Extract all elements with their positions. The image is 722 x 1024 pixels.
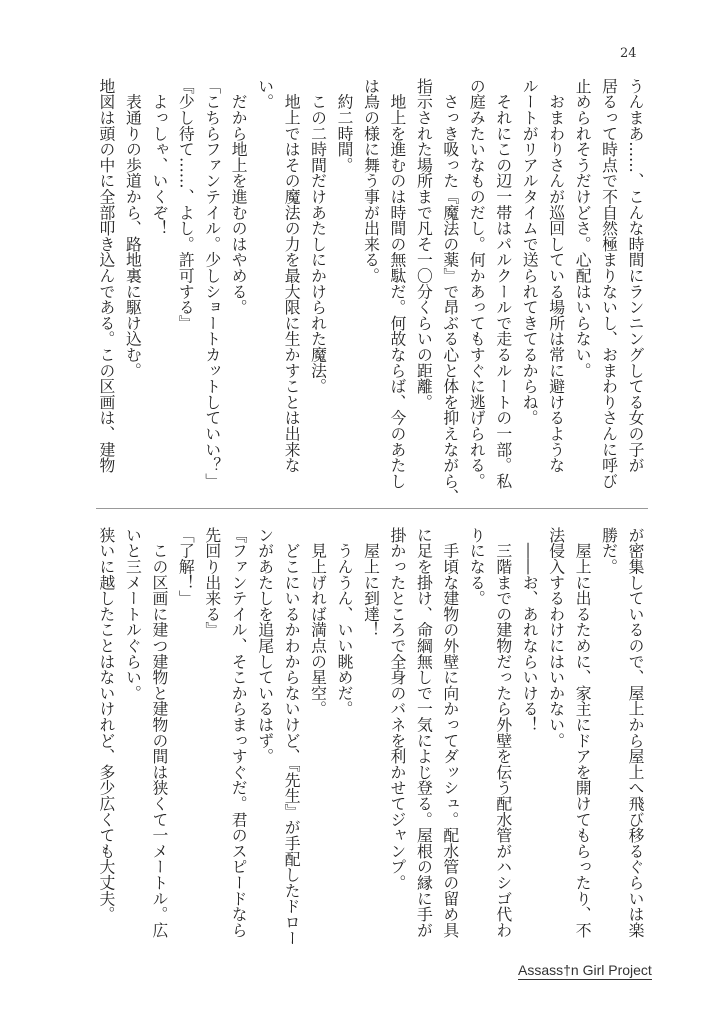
text-column: だから地上を進むのはやめる。 [229,78,249,315]
text-column: 狭いに越したことはないけれど、多少広くても大丈夫。 [96,527,116,922]
text-column: 法侵入するわけにはいかない。 [546,527,566,749]
text-column: 先回り出来る』 [202,527,222,638]
text-column: 屋上に出るために、家主にドアを開けてもらったり、不 [573,527,593,938]
text-column: 三階までの建物だったら外壁を伝う配水管がハシゴ代わ [493,527,513,938]
text-column: ルートがリアルタイムで送られてきてるからね。 [520,78,540,426]
page-number: 24 [620,46,637,61]
bottom-text-block [92,527,648,947]
text-column: 指示された場所まで凡そ一〇分くらいの距離。 [414,78,434,410]
text-column: 約二時間。 [335,78,355,173]
text-column: 掛かったところで全身のバネを利かせてジャンプ。 [387,527,407,891]
text-column: さっき吸った『魔法の薬』で昂ぶる心と体を抑えながら、 [440,78,460,505]
text-column: ンがあたしを追尾しているはず。 [255,527,275,764]
text-column: 「了解！」 [176,527,196,606]
text-column: 表通りの歩道から、路地裏に駆け込む。 [123,78,143,379]
text-column: 地上を進むのは時間の無駄だ。何故ならば、今のあたし [387,78,407,489]
text-column: いと三メートルぐらい。 [123,527,143,701]
text-column: 『少し待て……、よし。許可する』 [176,78,196,331]
text-column: い。 [255,78,275,110]
text-column: 地上ではその魔法の力を最大限に生かすことは出来な [282,78,302,473]
text-column: 見上げれば満点の星空。 [308,527,328,717]
top-text-block [92,78,648,505]
text-column: どこにいるかわからないけど、『先生』が手配したドロー [282,527,302,946]
text-column: 居るって時点で不自然極まりないし、おまわりさんに呼び [599,78,619,489]
text-column: それにこの辺一帯はパルクールで走るルートの一部。私 [493,78,513,489]
text-column: に足を掛け、命綱無しで一気によじ登る。屋根の縁に手が [414,527,434,938]
text-column: 「こちらファンテイル。少しショートカットしていい？」 [202,78,222,489]
text-column: は鳥の様に舞う事が出来る。 [361,78,381,284]
text-column: ――お、あれならいける！ [520,527,540,733]
text-column: の庭みたいなものだし。何かあってもすぐに逃げられる。 [467,78,487,489]
text-column: が密集しているので、屋上から屋上へ飛び移るぐらいは楽 [626,527,645,938]
text-column: 屋上に到達！ [361,527,381,638]
text-column: おまわりさんが巡回している場所は常に避けるような [546,78,566,473]
text-column: この区画に建つ建物と建物の間は狭くて一メートル。広 [149,527,169,938]
text-column: 地図は頭の中に全部叩き込んである。この区画は、建物 [96,78,116,473]
text-column: 止められそうだけどさ。心配はいらない。 [573,78,593,379]
text-column: 手頃な建物の外壁に向かってダッシュ。配水管の留め具 [440,527,460,938]
text-column: よっしゃ、いくぞ！ [149,78,169,236]
section-divider [96,508,648,509]
text-column: 『ファンテイル、そこからまっすぐだ。君のスピードなら [229,527,249,938]
text-column: うんうん、いい眺めだ。 [335,527,355,717]
text-column: うんまあ……、こんな時間にランニングしてる女の子が [626,78,645,473]
text-column: 勝だ。 [599,527,619,575]
text-column: りになる。 [467,527,487,606]
footer-title: Assass†n Girl Project [518,962,652,978]
text-column: この二時間だけあたしにかけられた魔法。 [308,78,328,394]
